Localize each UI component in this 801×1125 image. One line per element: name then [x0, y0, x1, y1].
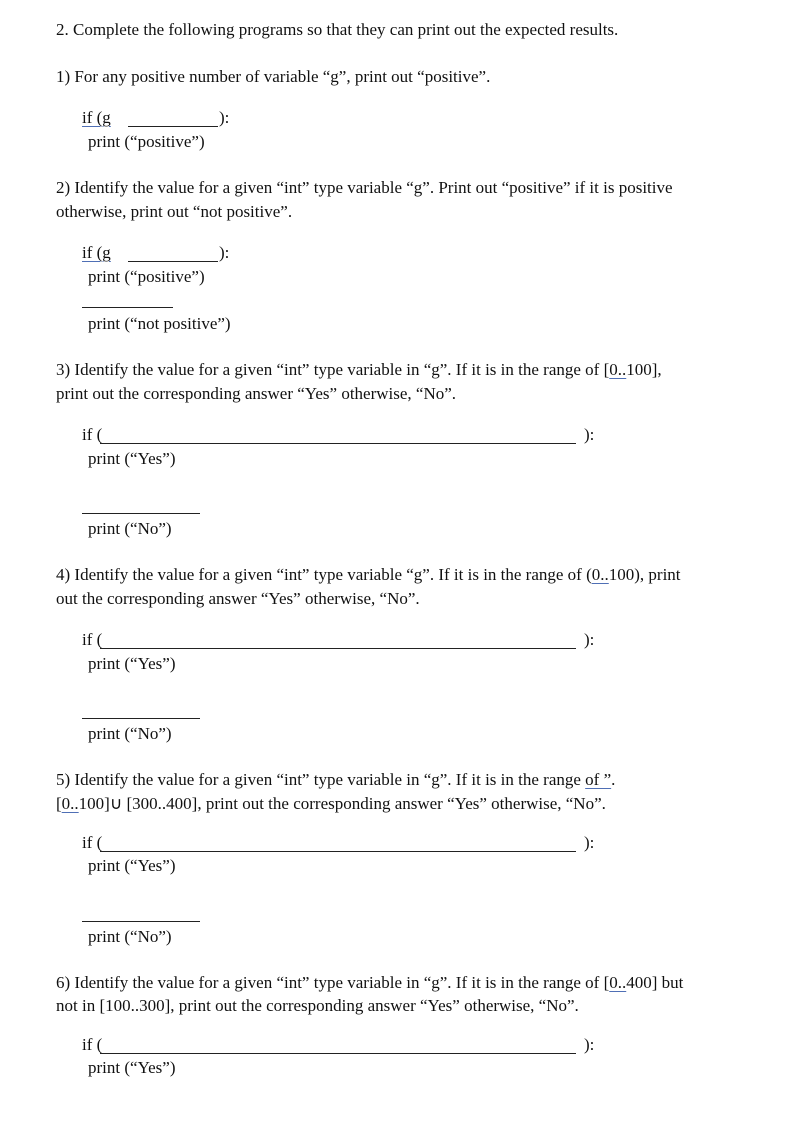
q5-prompt-line2	[56, 794, 606, 814]
q1-condition-blank[interactable]	[128, 125, 218, 127]
q4-print-no: print (“No”)	[88, 724, 172, 743]
q1-if-close: ):	[219, 108, 230, 127]
q6-prompt-text: 6) Identify the value for a given “int” type variable in “g”. If it is in the range of [	[56, 973, 610, 992]
q3-if-keyword: if (	[82, 425, 103, 444]
q5-range-start: 0..	[61, 794, 79, 813]
q6-print-yes: print (“Yes”)	[88, 1058, 176, 1077]
q3-print-yes: print (“Yes”)	[88, 449, 176, 468]
q5-if-keyword: if (	[82, 833, 103, 852]
q5-of-text: of ”	[585, 770, 612, 789]
q2-if-keyword: if (g	[82, 243, 111, 262]
q3-condition-blank[interactable]	[100, 442, 576, 444]
q1-prompt: 1) For any positive number of variable “g”, print out “positive”.	[56, 67, 491, 86]
exercise-heading: 2. Complete the following programs so that they can print out the expected results.	[56, 20, 619, 39]
q4-condition-blank[interactable]	[100, 647, 576, 649]
q1-if-keyword: if (g	[82, 108, 111, 127]
q5-print-no: print (“No”)	[88, 927, 172, 946]
q3-prompt-text: 3) Identify the value for a given “int” type variable in “g”. If it is in the range of [	[56, 360, 610, 379]
q2-print-positive: print (“positive”)	[88, 267, 205, 286]
q6-if-close: ):	[584, 1035, 595, 1054]
q2-condition-blank[interactable]	[128, 260, 218, 262]
q3-range-end: 100],	[626, 360, 662, 379]
q5-else-blank[interactable]	[82, 920, 200, 922]
q3-if-close: ):	[584, 425, 595, 444]
q6-prompt-line2: not in [100..300], print out the corresponding answer “Yes” otherwise, “No”.	[56, 996, 579, 1015]
q2-prompt-line2: otherwise, print out “not positive”.	[56, 202, 293, 221]
q2-prompt-line1: 2) Identify the value for a given “int” type variable “g”. Print out “positive” if it is positive	[56, 178, 673, 197]
q4-prompt-line2: out the corresponding answer “Yes” otherwise, “No”.	[56, 589, 420, 608]
q5-print-yes: print (“Yes”)	[88, 856, 176, 875]
q3-range-start: 0..	[609, 360, 627, 379]
q4-print-yes: print (“Yes”)	[88, 654, 176, 673]
q5-period: .	[611, 770, 616, 789]
q4-if-close: ):	[584, 630, 595, 649]
q5-prompt-text: 5) Identify the value for a given “int” type variable in “g”. If it is in the range	[56, 770, 586, 789]
q3-print-no: print (“No”)	[88, 519, 172, 538]
q4-prompt-text: 4) Identify the value for a given “int” type variable “g”. If it is in the range of (	[56, 565, 592, 584]
q6-condition-blank[interactable]	[100, 1052, 576, 1054]
q5-bracket: [	[56, 794, 62, 813]
q4-range-start: 0..	[591, 565, 609, 584]
q6-if-keyword: if (	[82, 1035, 103, 1054]
q3-else-blank[interactable]	[82, 512, 200, 514]
q4-if-keyword: if (	[82, 630, 103, 649]
q4-else-blank[interactable]	[82, 717, 200, 719]
q3-prompt-line1	[56, 360, 662, 380]
q5-prompt-line1	[56, 770, 615, 790]
q1-print-positive: print (“positive”)	[88, 132, 205, 151]
q6-range-start: 0..	[609, 973, 627, 992]
q4-range-end: 100), print	[608, 565, 681, 584]
q5-range-rest: 100]∪ [300..400], print out the corresponding answer “Yes” otherwise, “No”.	[78, 794, 606, 813]
q6-range-end: 400] but	[626, 973, 684, 992]
q2-else-blank[interactable]	[82, 306, 173, 308]
q5-if-close: ):	[584, 833, 595, 852]
q5-condition-blank[interactable]	[100, 850, 576, 852]
q2-print-not-positive: print (“not positive”)	[88, 314, 231, 333]
q4-prompt-line1	[56, 565, 681, 585]
q3-prompt-line2: print out the corresponding answer “Yes” otherwise, “No”.	[56, 384, 457, 403]
q2-if-close: ):	[219, 243, 230, 262]
q6-prompt-line1	[56, 973, 683, 993]
